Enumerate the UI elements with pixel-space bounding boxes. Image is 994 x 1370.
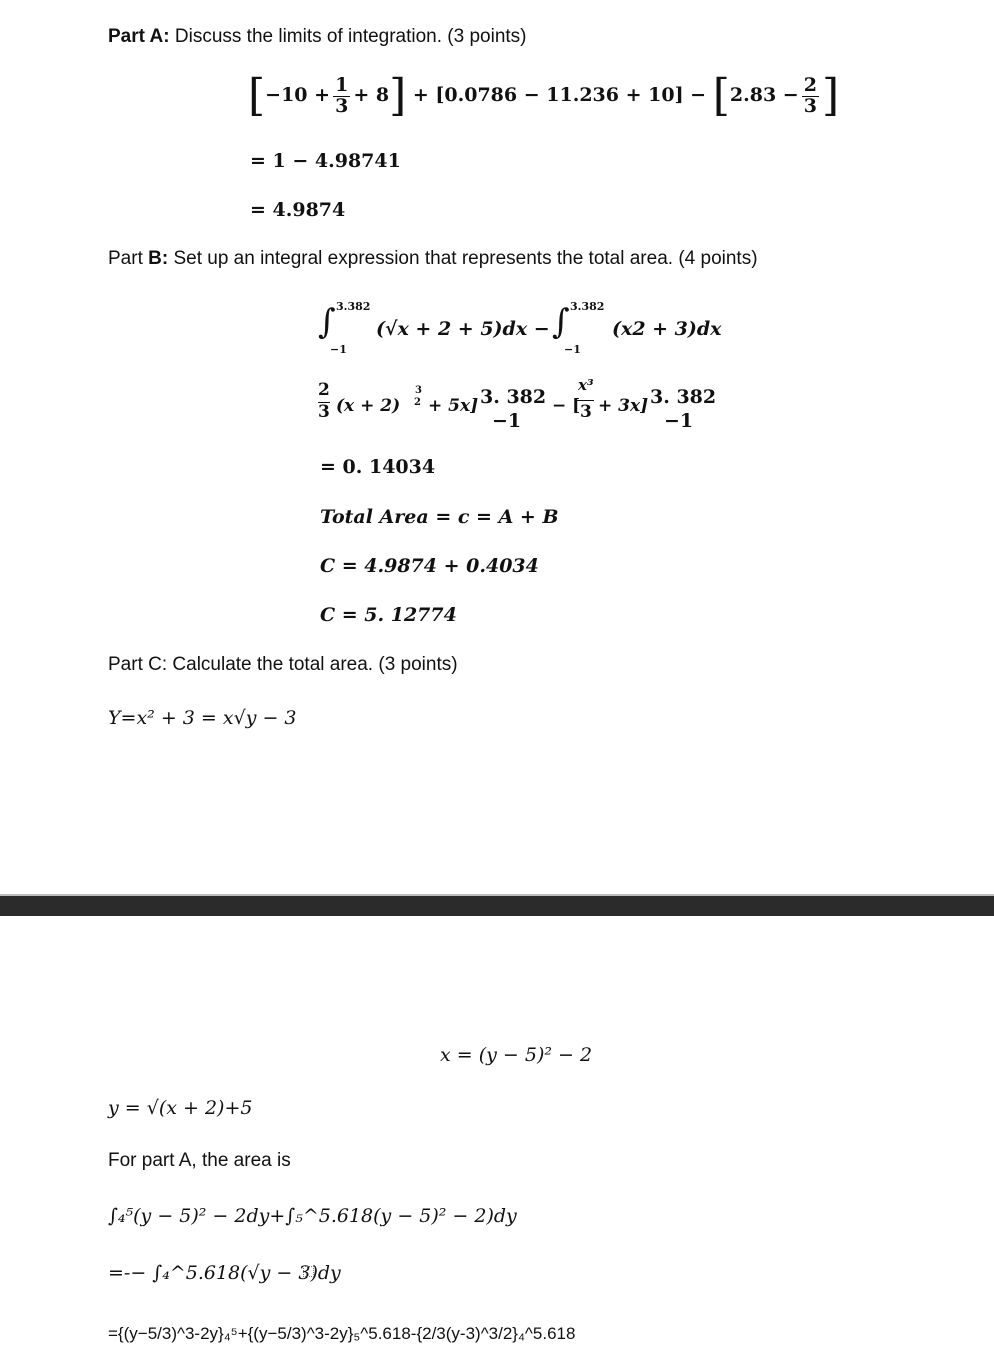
c-sum: C = 4.9874 + 0.4034 xyxy=(320,555,539,577)
part-a-label: Part A: xyxy=(108,26,170,47)
group-2-expression: + [0.0786 − 11.236 + 10] − xyxy=(412,84,707,106)
anti-upper-2: 3. 382 xyxy=(650,386,717,408)
integral-2-lower: −1 xyxy=(564,343,581,356)
integral-2-upper: 3.382 xyxy=(570,300,605,313)
anti-exp-num: 3 xyxy=(415,385,422,396)
group-1-tail: + 8 xyxy=(353,84,390,106)
anti-lower-1: −1 xyxy=(492,410,522,432)
integral-1 xyxy=(318,298,371,358)
part-a-area-intro: For part A, the area is xyxy=(108,1150,291,1171)
anti2-den: 3 xyxy=(580,402,592,422)
anti2-num: x³ xyxy=(578,376,594,394)
integral-sign-icon: ∫ xyxy=(318,302,336,342)
integral-2-body: (x2 + 3)dx xyxy=(612,318,722,340)
integral-1-lower: −1 xyxy=(330,343,347,356)
integral-sign-icon: ∫ xyxy=(552,302,570,342)
antiderivative-row xyxy=(318,376,718,442)
fraction-two-thirds: $\frac{2}{3}$ xyxy=(803,73,817,117)
part-c-heading: Part C: Calculate the total area. (3 points) xyxy=(108,654,458,675)
part-b-heading: Part B: Set up an integral expression that represents the total area. (4 points) xyxy=(108,248,758,269)
left-bracket-icon: [ xyxy=(248,70,266,121)
part-a-line-2: = 1 − 4.98741 xyxy=(250,150,401,172)
group-1-lead: −10 + xyxy=(265,84,331,106)
placeholder-box-icon xyxy=(303,1266,314,1277)
integral-1-body: (√x + 2 + 5)dx − xyxy=(376,318,550,340)
anti2-tail: + 3x] xyxy=(598,396,649,416)
anti-lower-2: −1 xyxy=(664,410,694,432)
antiderivative-line: ={(y−5/3)^3-2y}₄⁵+{(y−5/3)^3-2y}₅^5.618-{2/3(y-3)^3/2}₄^5.618 xyxy=(108,1324,576,1343)
fraction-bar xyxy=(576,400,594,401)
total-area-formula: Total Area = c = A + B xyxy=(320,506,559,528)
part-a-line-3: = 4.9874 xyxy=(250,199,346,221)
anti-upper-1: 3. 382 xyxy=(480,386,547,408)
anti-frac-num: 2 xyxy=(318,380,330,400)
part-b-label: B: xyxy=(148,248,169,269)
anti-frac-den: 3 xyxy=(318,402,330,422)
left-bracket-icon: [ xyxy=(712,70,730,121)
anti-mid: − [ xyxy=(552,396,581,416)
anti-exp-den: 2 xyxy=(414,397,421,408)
area-integral-line: ∫₄⁵(y − 5)² − 2dy+∫₅^5.618(y − 5)² − 2)dy xyxy=(108,1205,517,1227)
integral-2 xyxy=(552,298,612,358)
right-bracket-icon: ] xyxy=(821,70,840,121)
right-bracket-icon: ] xyxy=(389,70,407,121)
y-equation: y = √(x + 2)+5 xyxy=(108,1097,253,1119)
part-a-line-1 xyxy=(248,70,840,121)
area-simplified-line: =-− ∫₄^5.618(√y − 3)dy xyxy=(108,1262,341,1284)
fraction-one-third: $\frac{1}{3}$ xyxy=(335,73,349,117)
integral-1-upper: 3.382 xyxy=(336,300,371,313)
part-a-heading-text: Discuss the limits of integration. (3 points) xyxy=(169,26,527,47)
part-b-result: = 0. 14034 xyxy=(320,456,436,478)
part-c-equation: Y=x² + 3 = x√y − 3 xyxy=(108,707,297,729)
part-a-heading xyxy=(108,26,527,48)
group-3-lead: 2.83 − xyxy=(729,84,799,106)
anti-body: (x + 2) xyxy=(336,396,401,416)
x-equation: x = (y − 5)² − 2 xyxy=(440,1044,593,1066)
section-divider xyxy=(0,896,994,916)
anti-tail: + 5x] xyxy=(428,396,479,416)
c-result: C = 5. 12774 xyxy=(320,604,457,626)
